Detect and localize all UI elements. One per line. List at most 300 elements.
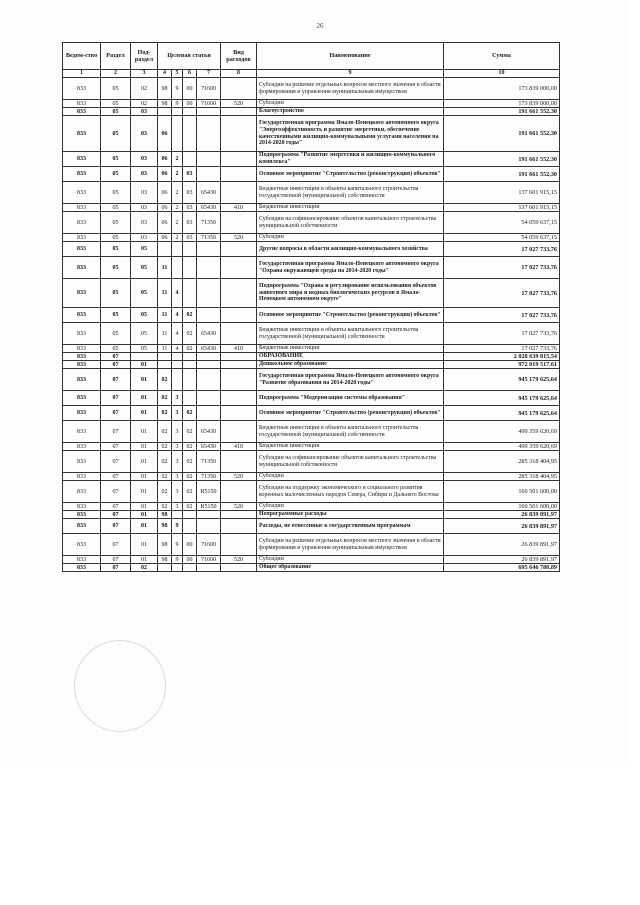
expense-type-code bbox=[221, 323, 257, 345]
item-name: Бюджетные инвестиции в объекты капитального строительства государственной (муниципальной) собственности bbox=[257, 182, 444, 204]
item-sum: 173 839 000,00 bbox=[444, 100, 560, 108]
department-code: 833 bbox=[63, 279, 101, 308]
item-name: Субсидии bbox=[257, 503, 444, 511]
subsection-code: 01 bbox=[131, 534, 158, 556]
section-code: 05 bbox=[101, 100, 131, 108]
subsection-code: 05 bbox=[131, 323, 158, 345]
item-sum: 285 318 404,95 bbox=[444, 451, 560, 473]
department-code: 833 bbox=[63, 242, 101, 257]
expense-type-code bbox=[221, 451, 257, 473]
program-code: 11 bbox=[158, 308, 172, 323]
event-code bbox=[183, 519, 197, 534]
table-row bbox=[63, 519, 560, 534]
expense-type-code bbox=[221, 182, 257, 204]
program-code: 98 bbox=[158, 556, 172, 564]
column-number: 9 bbox=[257, 70, 444, 78]
direction-code: 71600 bbox=[197, 556, 221, 564]
item-name: Бюджетные инвестиции bbox=[257, 204, 444, 212]
item-name: Субсидии на поддержку экономического и социального развития коренных малочисленных народов Севера, Сибири и Дальнего Востока bbox=[257, 481, 444, 503]
subprogram-code: 3 bbox=[172, 451, 183, 473]
subprogram-code bbox=[172, 108, 183, 116]
subsection-code: 03 bbox=[131, 116, 158, 152]
program-code: 02 bbox=[158, 481, 172, 503]
event-code bbox=[183, 391, 197, 406]
subsection-code: 03 bbox=[131, 167, 158, 182]
direction-code: 65430 bbox=[197, 323, 221, 345]
program-code: 06 bbox=[158, 204, 172, 212]
item-name: Дошкольное образование bbox=[257, 361, 444, 369]
item-sum: 160 501 600,00 bbox=[444, 481, 560, 503]
table-row bbox=[63, 116, 560, 152]
section-code: 05 bbox=[101, 204, 131, 212]
section-code: 07 bbox=[101, 361, 131, 369]
section-code: 07 bbox=[101, 534, 131, 556]
table-row bbox=[63, 345, 560, 353]
event-code: 02 bbox=[183, 406, 197, 421]
column-number: 6 bbox=[183, 70, 197, 78]
department-code: 833 bbox=[63, 481, 101, 503]
header-department: Ведом-ство bbox=[63, 43, 101, 70]
header-subsection: Под-раздел bbox=[131, 43, 158, 70]
item-name: Бюджетные инвестиции в объекты капитального строительства государственной (муниципальной) собственности bbox=[257, 323, 444, 345]
item-sum: 945 179 625,64 bbox=[444, 391, 560, 406]
program-code: 06 bbox=[158, 234, 172, 242]
program-code bbox=[158, 242, 172, 257]
program-code bbox=[158, 353, 172, 361]
subprogram-code: 3 bbox=[172, 406, 183, 421]
department-code: 833 bbox=[63, 519, 101, 534]
subprogram-code bbox=[172, 361, 183, 369]
program-code: 06 bbox=[158, 116, 172, 152]
direction-code: 65430 bbox=[197, 345, 221, 353]
subprogram-code: 3 bbox=[172, 391, 183, 406]
item-name: Субсидии на софинансирование объектов капитального строительства муниципальной собственности bbox=[257, 212, 444, 234]
table-row bbox=[63, 212, 560, 234]
expense-type-code bbox=[221, 212, 257, 234]
item-sum: 17 027 733,76 bbox=[444, 308, 560, 323]
table-row bbox=[63, 369, 560, 391]
item-sum: 499 359 620,69 bbox=[444, 443, 560, 451]
event-code: 02 bbox=[183, 451, 197, 473]
department-code: 833 bbox=[63, 257, 101, 279]
table-row bbox=[63, 308, 560, 323]
program-code bbox=[158, 361, 172, 369]
expense-type-code bbox=[221, 242, 257, 257]
subprogram-code: 9 bbox=[172, 519, 183, 534]
expense-type-code bbox=[221, 308, 257, 323]
item-name: Субсидии на софинансирование объектов капитального строительства муниципальной собственности bbox=[257, 451, 444, 473]
expense-type-code bbox=[221, 152, 257, 167]
expense-type-code: 520 bbox=[221, 473, 257, 481]
expense-type-code: 410 bbox=[221, 443, 257, 451]
subsection-code: 01 bbox=[131, 369, 158, 391]
expense-type-code: 520 bbox=[221, 234, 257, 242]
item-name: Субсидии bbox=[257, 556, 444, 564]
item-name: Расходы, не отнесенные к государственным программам bbox=[257, 519, 444, 534]
subprogram-code: 2 bbox=[172, 212, 183, 234]
direction-code bbox=[197, 167, 221, 182]
section-code: 05 bbox=[101, 108, 131, 116]
table-row bbox=[63, 323, 560, 345]
direction-code bbox=[197, 361, 221, 369]
event-code bbox=[183, 257, 197, 279]
subprogram-code: 3 bbox=[172, 481, 183, 503]
direction-code: 71600 bbox=[197, 100, 221, 108]
subsection-code: 03 bbox=[131, 182, 158, 204]
subsection-code: 03 bbox=[131, 234, 158, 242]
section-code: 05 bbox=[101, 116, 131, 152]
direction-code bbox=[197, 257, 221, 279]
item-name: Непрограммные расходы bbox=[257, 511, 444, 519]
subprogram-code: 9 bbox=[172, 534, 183, 556]
program-code: 02 bbox=[158, 473, 172, 481]
direction-code: R5150 bbox=[197, 503, 221, 511]
direction-code bbox=[197, 519, 221, 534]
item-sum: 285 318 404,95 bbox=[444, 473, 560, 481]
program-code bbox=[158, 108, 172, 116]
table-row bbox=[63, 503, 560, 511]
section-code: 07 bbox=[101, 353, 131, 361]
item-sum: 17 027 733,76 bbox=[444, 279, 560, 308]
table-row bbox=[63, 353, 560, 361]
table-row bbox=[63, 152, 560, 167]
event-code: 00 bbox=[183, 556, 197, 564]
department-code: 833 bbox=[63, 204, 101, 212]
direction-code: 65430 bbox=[197, 421, 221, 443]
table-row bbox=[63, 204, 560, 212]
expense-type-code bbox=[221, 391, 257, 406]
program-code: 11 bbox=[158, 345, 172, 353]
direction-code: 71600 bbox=[197, 534, 221, 556]
program-code: 02 bbox=[158, 443, 172, 451]
expense-type-code: 410 bbox=[221, 345, 257, 353]
expense-type-code bbox=[221, 257, 257, 279]
item-sum: 26 839 891,97 bbox=[444, 511, 560, 519]
header-section: Раздел bbox=[101, 43, 131, 70]
subprogram-code: 4 bbox=[172, 345, 183, 353]
item-name: Государственная программа Ямало-Ненецкого автономного округа "Развитие образования на 2014-2020 годы" bbox=[257, 369, 444, 391]
item-name: Основное мероприятие "Строительство (реконструкция) объектов" bbox=[257, 308, 444, 323]
event-code bbox=[183, 369, 197, 391]
event-code bbox=[183, 242, 197, 257]
subprogram-code: 3 bbox=[172, 443, 183, 451]
subsection-code: 01 bbox=[131, 451, 158, 473]
department-code: 833 bbox=[63, 564, 101, 572]
program-code: 02 bbox=[158, 503, 172, 511]
section-code: 07 bbox=[101, 421, 131, 443]
event-code bbox=[183, 353, 197, 361]
column-number: 4 bbox=[158, 70, 172, 78]
header-name: Наименование bbox=[257, 43, 444, 70]
column-number: 7 bbox=[197, 70, 221, 78]
event-code: 03 bbox=[183, 204, 197, 212]
item-name: Субсидии на решение отдельных вопросов местного значения в области формирования и управления муниципальным имуществом bbox=[257, 78, 444, 100]
table-row bbox=[63, 556, 560, 564]
section-code: 05 bbox=[101, 212, 131, 234]
direction-code bbox=[197, 279, 221, 308]
section-code: 07 bbox=[101, 451, 131, 473]
item-sum: 54 059 637,15 bbox=[444, 234, 560, 242]
subprogram-code: 9 bbox=[172, 556, 183, 564]
budget-table bbox=[62, 42, 560, 572]
subprogram-code: 9 bbox=[172, 78, 183, 100]
subprogram-code: 2 bbox=[172, 204, 183, 212]
department-code: 833 bbox=[63, 391, 101, 406]
item-sum: 160 501 600,00 bbox=[444, 503, 560, 511]
expense-type-code: 410 bbox=[221, 204, 257, 212]
column-number: 8 bbox=[221, 70, 257, 78]
expense-type-code bbox=[221, 481, 257, 503]
department-code: 833 bbox=[63, 421, 101, 443]
subsection-code: 01 bbox=[131, 421, 158, 443]
column-number: 10 bbox=[444, 70, 560, 78]
item-name: Субсидии bbox=[257, 100, 444, 108]
section-code: 07 bbox=[101, 369, 131, 391]
direction-code: R5150 bbox=[197, 481, 221, 503]
program-code: 06 bbox=[158, 167, 172, 182]
subsection-code: 05 bbox=[131, 345, 158, 353]
item-sum: 137 601 915,15 bbox=[444, 182, 560, 204]
header-expense-type: Вид расходов bbox=[221, 43, 257, 70]
item-sum: 26 839 891,97 bbox=[444, 519, 560, 534]
section-code: 07 bbox=[101, 519, 131, 534]
table-row bbox=[63, 234, 560, 242]
department-code: 833 bbox=[63, 345, 101, 353]
section-code: 07 bbox=[101, 556, 131, 564]
program-code: 11 bbox=[158, 257, 172, 279]
event-code bbox=[183, 511, 197, 519]
direction-code bbox=[197, 242, 221, 257]
department-code: 833 bbox=[63, 534, 101, 556]
column-number: 1 bbox=[63, 70, 101, 78]
expense-type-code bbox=[221, 519, 257, 534]
program-code: 06 bbox=[158, 182, 172, 204]
table-row bbox=[63, 361, 560, 369]
event-code: 02 bbox=[183, 503, 197, 511]
item-sum: 54 059 637,15 bbox=[444, 212, 560, 234]
expense-type-code bbox=[221, 369, 257, 391]
table-row bbox=[63, 511, 560, 519]
program-code: 98 bbox=[158, 534, 172, 556]
item-name: ОБРАЗОВАНИЕ bbox=[257, 353, 444, 361]
item-sum: 191 661 552,30 bbox=[444, 108, 560, 116]
table-row bbox=[63, 564, 560, 572]
department-code: 833 bbox=[63, 108, 101, 116]
program-code bbox=[158, 564, 172, 572]
item-sum: 17 027 733,76 bbox=[444, 242, 560, 257]
program-code: 02 bbox=[158, 421, 172, 443]
department-code: 833 bbox=[63, 78, 101, 100]
subsection-code: 01 bbox=[131, 361, 158, 369]
event-code: 03 bbox=[183, 182, 197, 204]
direction-code: 65430 bbox=[197, 443, 221, 451]
item-name: Подпрограмма "Развитие энергетики и жилищно-коммунального комплекса" bbox=[257, 152, 444, 167]
subsection-code: 03 bbox=[131, 108, 158, 116]
direction-code: 65430 bbox=[197, 204, 221, 212]
program-code: 11 bbox=[158, 323, 172, 345]
column-number: 2 bbox=[101, 70, 131, 78]
direction-code: 65430 bbox=[197, 182, 221, 204]
department-code: 833 bbox=[63, 511, 101, 519]
subprogram-code: 4 bbox=[172, 323, 183, 345]
subsection-code: 05 bbox=[131, 308, 158, 323]
table-row bbox=[63, 534, 560, 556]
item-name: Субсидии на решение отдельных вопросов местного значения в области формирования и управления муниципальным имуществом bbox=[257, 534, 444, 556]
page-number: 26 bbox=[316, 22, 324, 30]
subsection-code: 05 bbox=[131, 242, 158, 257]
table-row bbox=[63, 279, 560, 308]
program-code: 98 bbox=[158, 78, 172, 100]
subsection-code: 01 bbox=[131, 406, 158, 421]
item-sum: 695 646 780,89 bbox=[444, 564, 560, 572]
subsection-code: 05 bbox=[131, 279, 158, 308]
expense-type-code bbox=[221, 353, 257, 361]
expense-type-code bbox=[221, 279, 257, 308]
department-code: 833 bbox=[63, 443, 101, 451]
subprogram-code: 3 bbox=[172, 503, 183, 511]
direction-code: 71350 bbox=[197, 451, 221, 473]
item-name: Подпрограмма "Модернизация системы образования" bbox=[257, 391, 444, 406]
direction-code bbox=[197, 152, 221, 167]
subsection-code: 01 bbox=[131, 473, 158, 481]
subsection-code: 01 bbox=[131, 519, 158, 534]
department-code: 833 bbox=[63, 182, 101, 204]
department-code: 833 bbox=[63, 234, 101, 242]
expense-type-code bbox=[221, 361, 257, 369]
department-code: 833 bbox=[63, 100, 101, 108]
item-sum: 972 019 517,61 bbox=[444, 361, 560, 369]
subprogram-code: 2 bbox=[172, 152, 183, 167]
direction-code bbox=[197, 116, 221, 152]
subsection-code: 01 bbox=[131, 511, 158, 519]
expense-type-code bbox=[221, 564, 257, 572]
section-code: 05 bbox=[101, 279, 131, 308]
event-code: 02 bbox=[183, 308, 197, 323]
item-sum: 945 179 625,64 bbox=[444, 369, 560, 391]
expense-type-code bbox=[221, 534, 257, 556]
event-code: 00 bbox=[183, 534, 197, 556]
direction-code bbox=[197, 511, 221, 519]
department-code: 833 bbox=[63, 369, 101, 391]
department-code: 833 bbox=[63, 556, 101, 564]
program-code: 06 bbox=[158, 212, 172, 234]
item-sum: 191 661 552,30 bbox=[444, 152, 560, 167]
department-code: 833 bbox=[63, 353, 101, 361]
faint-stamp-mark bbox=[74, 640, 166, 732]
subprogram-code bbox=[172, 353, 183, 361]
item-sum: 137 601 915,15 bbox=[444, 204, 560, 212]
program-code: 06 bbox=[158, 152, 172, 167]
department-code: 833 bbox=[63, 473, 101, 481]
event-code: 03 bbox=[183, 212, 197, 234]
item-sum: 173 839 000,00 bbox=[444, 78, 560, 100]
section-code: 05 bbox=[101, 78, 131, 100]
direction-code bbox=[197, 308, 221, 323]
direction-code: 71600 bbox=[197, 78, 221, 100]
subsection-code: 02 bbox=[131, 78, 158, 100]
section-code: 05 bbox=[101, 167, 131, 182]
subsection-code: 02 bbox=[131, 100, 158, 108]
item-name: Государственная программа Ямало-Ненецкого автономного округа "Охрана окружающей среды на 2014-2020 годы" bbox=[257, 257, 444, 279]
event-code: 02 bbox=[183, 443, 197, 451]
subsection-code: 01 bbox=[131, 556, 158, 564]
table-row bbox=[63, 167, 560, 182]
subsection-code: 03 bbox=[131, 212, 158, 234]
subprogram-code: 3 bbox=[172, 473, 183, 481]
subprogram-code bbox=[172, 257, 183, 279]
direction-code bbox=[197, 406, 221, 421]
item-sum: 26 839 891,97 bbox=[444, 534, 560, 556]
expense-type-code: 520 bbox=[221, 556, 257, 564]
table-row bbox=[63, 406, 560, 421]
item-sum: 191 661 552,30 bbox=[444, 116, 560, 152]
subprogram-code: 2 bbox=[172, 234, 183, 242]
direction-code bbox=[197, 108, 221, 116]
subsection-code: 03 bbox=[131, 204, 158, 212]
table-row bbox=[63, 100, 560, 108]
subprogram-code bbox=[172, 242, 183, 257]
item-name: Государственная программа Ямало-Ненецкого автономного округа "Энергоэффективность и развитие энергетики, обеспечение качественными жилищно-коммунальными услугами населения на 2014-2020 годы" bbox=[257, 116, 444, 152]
section-code: 07 bbox=[101, 481, 131, 503]
event-code: 02 bbox=[183, 323, 197, 345]
program-code: 02 bbox=[158, 406, 172, 421]
subsection-code: 03 bbox=[131, 152, 158, 167]
table-row bbox=[63, 108, 560, 116]
header-sum: Сумма bbox=[444, 43, 560, 70]
department-code: 833 bbox=[63, 503, 101, 511]
section-code: 07 bbox=[101, 391, 131, 406]
subprogram-code: 2 bbox=[172, 167, 183, 182]
department-code: 833 bbox=[63, 167, 101, 182]
section-code: 05 bbox=[101, 152, 131, 167]
section-code: 05 bbox=[101, 345, 131, 353]
subprogram-code: 3 bbox=[172, 421, 183, 443]
direction-code: 71350 bbox=[197, 212, 221, 234]
expense-type-code bbox=[221, 108, 257, 116]
program-code: 98 bbox=[158, 100, 172, 108]
department-code: 833 bbox=[63, 323, 101, 345]
subsection-code: 01 bbox=[131, 443, 158, 451]
item-sum: 17 027 733,76 bbox=[444, 323, 560, 345]
item-sum: 26 839 891,97 bbox=[444, 556, 560, 564]
event-code bbox=[183, 564, 197, 572]
direction-code: 71350 bbox=[197, 234, 221, 242]
event-code: 02 bbox=[183, 345, 197, 353]
table-body bbox=[63, 78, 560, 572]
subprogram-code bbox=[172, 369, 183, 391]
table-row bbox=[63, 451, 560, 473]
program-code: 11 bbox=[158, 279, 172, 308]
section-code: 05 bbox=[101, 234, 131, 242]
item-name: Субсидии bbox=[257, 473, 444, 481]
item-name: Субсидии bbox=[257, 234, 444, 242]
expense-type-code bbox=[221, 421, 257, 443]
event-code bbox=[183, 116, 197, 152]
item-name: Основное мероприятие "Строительство (реконструкция) объектов" bbox=[257, 406, 444, 421]
item-name: Благоустройство bbox=[257, 108, 444, 116]
item-sum: 191 661 552,30 bbox=[444, 167, 560, 182]
table-row bbox=[63, 257, 560, 279]
column-number: 3 bbox=[131, 70, 158, 78]
item-name: Бюджетные инвестиции bbox=[257, 443, 444, 451]
table-row bbox=[63, 421, 560, 443]
expense-type-code: 520 bbox=[221, 503, 257, 511]
subprogram-code: 9 bbox=[172, 100, 183, 108]
section-code: 05 bbox=[101, 257, 131, 279]
event-code bbox=[183, 152, 197, 167]
column-number-row bbox=[63, 70, 560, 78]
table-row bbox=[63, 391, 560, 406]
